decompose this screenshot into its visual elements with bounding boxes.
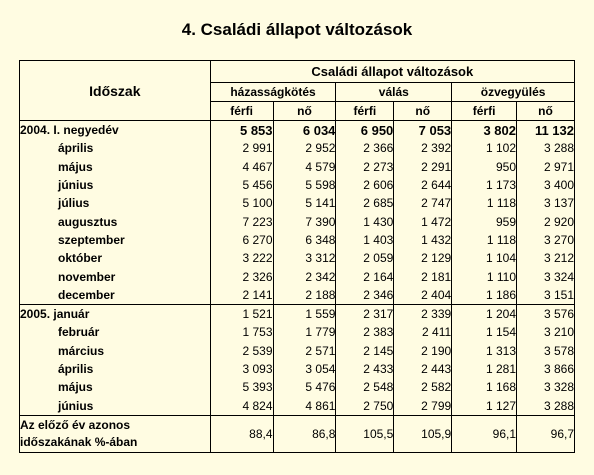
row-label: november	[20, 267, 211, 285]
row-label: 2005. január	[20, 304, 211, 323]
data-cell: 1 521	[210, 304, 273, 323]
data-cell: 2 317	[336, 304, 394, 323]
data-cell: 2 747	[394, 194, 452, 212]
row-label: szeptember	[20, 231, 211, 249]
data-cell: 2 342	[273, 267, 336, 285]
widowhood-header: özvegyülés	[452, 83, 575, 102]
data-cell: 1 154	[452, 323, 517, 341]
data-cell: 6 348	[273, 231, 336, 249]
data-cell: 2 539	[210, 342, 273, 360]
sex-header: férfi	[336, 102, 394, 121]
table-row	[20, 267, 575, 285]
data-cell: 2 404	[394, 286, 452, 305]
data-cell: 2 181	[394, 267, 452, 285]
data-cell: 1 432	[394, 231, 452, 249]
data-cell: 4 861	[273, 396, 336, 415]
comparison-cell: 96,7	[517, 415, 575, 452]
row-label: 2004. I. negyedév	[20, 121, 211, 140]
data-cell: 2 685	[336, 194, 394, 212]
table-row	[20, 286, 575, 305]
data-cell: 1 102	[452, 139, 517, 157]
comparison-cell: 96,1	[452, 415, 517, 452]
comparison-cell: 86,8	[273, 415, 336, 452]
data-cell: 959	[452, 212, 517, 230]
data-cell: 6 950	[336, 121, 394, 140]
data-cell: 2 952	[273, 139, 336, 157]
data-cell: 1 430	[336, 212, 394, 230]
sex-header: nő	[517, 102, 575, 121]
data-cell: 3 802	[452, 121, 517, 140]
row-label: március	[20, 342, 211, 360]
data-cell: 2 991	[210, 139, 273, 157]
data-cell: 1 104	[452, 249, 517, 267]
data-cell: 3 222	[210, 249, 273, 267]
comparison-cell: 105,9	[394, 415, 452, 452]
comparison-row	[20, 415, 575, 452]
comparison-cell: 88,4	[210, 415, 273, 452]
data-cell: 6 034	[273, 121, 336, 140]
data-cell: 2 129	[394, 249, 452, 267]
data-cell: 5 141	[273, 194, 336, 212]
data-cell: 2 141	[210, 286, 273, 305]
data-cell: 1 403	[336, 231, 394, 249]
data-cell: 1 313	[452, 342, 517, 360]
data-cell: 4 467	[210, 158, 273, 176]
data-cell: 3 212	[517, 249, 575, 267]
data-cell: 7 223	[210, 212, 273, 230]
data-cell: 4 824	[210, 396, 273, 415]
data-cell: 5 100	[210, 194, 273, 212]
table-row	[20, 139, 575, 157]
data-cell: 11 132	[517, 121, 575, 140]
data-cell: 2 190	[394, 342, 452, 360]
row-label: június	[20, 176, 211, 194]
table-body-2005	[20, 304, 575, 415]
row-label: július	[20, 194, 211, 212]
data-cell: 1 753	[210, 323, 273, 341]
data-cell: 2 433	[336, 360, 394, 378]
data-cell: 1 168	[452, 378, 517, 396]
divorce-header: válás	[336, 83, 452, 102]
row-label: június	[20, 396, 211, 415]
comparison-cell: 105,5	[336, 415, 394, 452]
data-cell: 3 578	[517, 342, 575, 360]
data-cell: 1 472	[394, 212, 452, 230]
data-cell: 3 151	[517, 286, 575, 305]
data-cell: 3 210	[517, 323, 575, 341]
data-cell: 2 291	[394, 158, 452, 176]
data-cell: 2 383	[336, 323, 394, 341]
period-header: Időszak	[20, 61, 211, 121]
row-label: december	[20, 286, 211, 305]
data-cell: 5 598	[273, 176, 336, 194]
data-cell: 7 390	[273, 212, 336, 230]
comparison-label-line2: időszakának %-ában	[20, 434, 138, 449]
data-cell: 2 346	[336, 286, 394, 305]
data-cell: 2 548	[336, 378, 394, 396]
page-title: 4. Családi állapot változások	[181, 20, 413, 39]
data-cell: 2 145	[336, 342, 394, 360]
table-row	[20, 378, 575, 396]
row-label: augusztus	[20, 212, 211, 230]
data-cell: 4 579	[273, 158, 336, 176]
data-cell: 5 456	[210, 176, 273, 194]
table-row	[20, 212, 575, 230]
row-label: április	[20, 139, 211, 157]
sex-header: nő	[273, 102, 336, 121]
table-row	[20, 342, 575, 360]
data-cell: 1 173	[452, 176, 517, 194]
data-cell: 2 164	[336, 267, 394, 285]
data-cell: 1 779	[273, 323, 336, 341]
row-label: május	[20, 158, 211, 176]
comparison-label-line1: Az előző év azonos	[20, 417, 131, 432]
data-cell: 5 853	[210, 121, 273, 140]
data-cell: 3 576	[517, 304, 575, 323]
data-cell: 2 339	[394, 304, 452, 323]
data-cell: 3 324	[517, 267, 575, 285]
data-cell: 3 400	[517, 176, 575, 194]
group-header: Családi állapot változások	[210, 61, 574, 83]
table-row	[20, 121, 575, 140]
table-row	[20, 231, 575, 249]
sex-header: nő	[394, 102, 452, 121]
table-row	[20, 323, 575, 341]
data-cell: 2 188	[273, 286, 336, 305]
table-row	[20, 176, 575, 194]
data-cell: 5 393	[210, 378, 273, 396]
data-cell: 2 273	[336, 158, 394, 176]
data-cell: 1 118	[452, 194, 517, 212]
data-cell: 3 328	[517, 378, 575, 396]
data-cell: 2 059	[336, 249, 394, 267]
data-cell: 1 281	[452, 360, 517, 378]
data-cell: 1 559	[273, 304, 336, 323]
row-label: május	[20, 378, 211, 396]
comparison-label	[20, 415, 211, 452]
row-label: február	[20, 323, 211, 341]
data-cell: 2 411	[394, 323, 452, 341]
data-cell: 2 392	[394, 139, 452, 157]
data-cell: 2 644	[394, 176, 452, 194]
data-cell: 1 110	[452, 267, 517, 285]
data-cell: 2 366	[336, 139, 394, 157]
data-cell: 2 799	[394, 396, 452, 415]
data-cell: 3 288	[517, 396, 575, 415]
table-row	[20, 360, 575, 378]
table-body-2004	[20, 121, 575, 305]
data-cell: 2 443	[394, 360, 452, 378]
table-row	[20, 304, 575, 323]
data-cell: 3 288	[517, 139, 575, 157]
data-cell: 2 582	[394, 378, 452, 396]
data-cell: 5 476	[273, 378, 336, 396]
data-cell: 3 270	[517, 231, 575, 249]
data-cell: 1 118	[452, 231, 517, 249]
data-cell: 2 606	[336, 176, 394, 194]
marriage-header: házasságkötés	[210, 83, 336, 102]
statistics-table	[19, 60, 575, 453]
data-cell: 2 326	[210, 267, 273, 285]
data-cell: 7 053	[394, 121, 452, 140]
data-cell: 2 920	[517, 212, 575, 230]
data-cell: 1 186	[452, 286, 517, 305]
data-cell: 1 204	[452, 304, 517, 323]
table-row	[20, 249, 575, 267]
data-cell: 950	[452, 158, 517, 176]
data-cell: 3 093	[210, 360, 273, 378]
data-cell: 3 054	[273, 360, 336, 378]
sex-header: férfi	[210, 102, 273, 121]
data-cell: 3 312	[273, 249, 336, 267]
data-cell: 3 866	[517, 360, 575, 378]
table-row	[20, 194, 575, 212]
table-body-comparison	[20, 415, 575, 452]
data-cell: 2 971	[517, 158, 575, 176]
row-label: október	[20, 249, 211, 267]
data-cell: 6 270	[210, 231, 273, 249]
data-cell: 1 127	[452, 396, 517, 415]
data-cell: 3 137	[517, 194, 575, 212]
data-cell: 2 750	[336, 396, 394, 415]
sex-header: férfi	[452, 102, 517, 121]
data-cell: 2 571	[273, 342, 336, 360]
table-row	[20, 396, 575, 415]
table-row	[20, 158, 575, 176]
row-label: április	[20, 360, 211, 378]
